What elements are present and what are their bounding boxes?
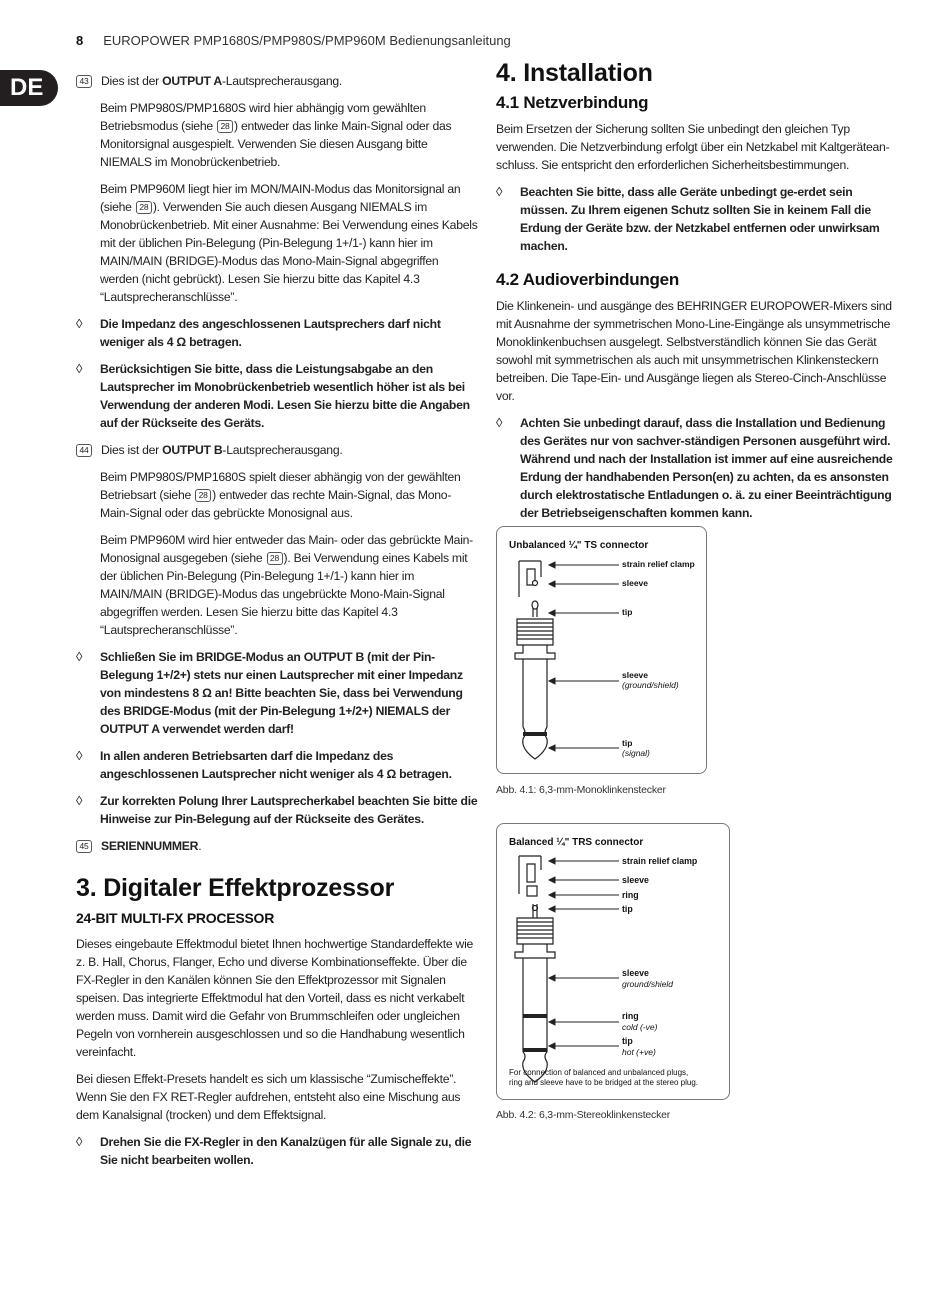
page-header xyxy=(76,33,511,48)
diamond-icon: ◊ xyxy=(76,649,83,664)
paragraph: Beim PMP960M liegt hier im MON/MAIN-Modus das Monitorsignal an (siehe 28 ). Verwenden Sie auch diesen Ausgang NIEMALS im Monobrückenbetrieb. Mit einer Ausnahme: Bei Verwendung eines Kabels mit der üblichen Pin-Belegung (Pin-Belegung 1+/1-) kann hier im MAIN/MAIN (BRIDGE)-Modus das Mono-Main-Signal abgegriffen werden (nicht gebrückt). Lesen Sie hierzu bitte das Kapitel 4.3 “Lautsprecheranschlüsse”. xyxy=(100,182,478,304)
reference-badge: 28 xyxy=(217,120,233,133)
subsection-heading: 4.2 Audioverbindungen xyxy=(496,270,680,289)
diamond-icon: ◊ xyxy=(76,316,83,331)
svg-text:strain relief clamp: strain relief clamp xyxy=(622,559,695,569)
svg-text:(ground/shield): (ground/shield) xyxy=(622,680,679,690)
svg-text:sleeve: sleeve xyxy=(622,875,649,885)
paragraph: Beim PMP980S/PMP1680S wird hier abhängig vom gewählten Betriebsmodus (siehe 28 ) entweder das linke Main-Signal oder das Monitorsignal ausgespielt. Verwenden Sie diesen Ausgang bitte NIEMALS im Monobrückenbetrieb. xyxy=(100,101,452,169)
page-number: 8 xyxy=(76,33,84,48)
warning-bullet: ◊ Die Impedanz des angeschlossenen Lautsprechers darf nicht weniger als 4 Ω betragen. xyxy=(76,316,441,349)
warning-bullet: ◊ Zur korrekten Polung Ihrer Lautsprecherkabel beachten Sie bitte die Hinweise zur Pin-Belegung auf der Rückseite des Gerätes. xyxy=(76,793,478,826)
figure-title: Balanced ¼" TRS connector xyxy=(509,837,644,848)
figure-caption: Abb. 4.1: 6,3-mm-Monoklinkenstecker xyxy=(496,784,666,796)
svg-text:hot (+ve): hot (+ve) xyxy=(622,1047,656,1057)
subsection-heading: 24-BIT MULTI-FX PROCESSOR xyxy=(76,910,275,926)
diamond-icon: ◊ xyxy=(496,184,503,199)
svg-text:strain relief clamp: strain relief clamp xyxy=(622,856,698,866)
svg-text:sleeve: sleeve xyxy=(622,968,649,978)
callout-arrows xyxy=(549,858,619,1049)
paragraph: Dieses eingebaute Effektmodul bietet Ihnen hochwertige Standardeffekte wie z. B. Hall, Chorus, Flanger, Echo und diverse Kombinationseffekte. Über die FX-Regler in den Kanälen können Sie den Effektprozessor mit Signalen speisen. Das integrierte Effektmodul hat den Vorteil, dass es nicht verkabelt werden muss. Damit wird die Gefahr von Brummschleifen oder ungleichen Pegeln von vornherein ausgeschlossen und so die Handhabung wesentlich vereinfacht. xyxy=(76,937,474,1059)
diamond-icon: ◊ xyxy=(76,1134,83,1149)
reference-badge: 28 xyxy=(136,201,152,214)
svg-text:sleeve: sleeve xyxy=(622,578,648,588)
svg-text:sleeve: sleeve xyxy=(622,670,648,680)
language-tab: DE xyxy=(0,70,58,106)
diamond-icon: ◊ xyxy=(76,361,83,376)
item-number-badge: 44 xyxy=(76,444,92,457)
paragraph: Beim Ersetzen der Sicherung sollten Sie unbedingt den gleichen Typ verwenden. Die Netzverbindung erfolgt über ein Netzkabel mit Kaltgerätean-schluss. Sie entspricht den erforderlichen Sicherheitsbestimmungen. xyxy=(496,122,890,172)
svg-text:ground/shield: ground/shield xyxy=(622,979,674,989)
diamond-icon: ◊ xyxy=(496,415,503,430)
item-43: 43 Dies ist der OUTPUT A-Lautsprecherausgang. xyxy=(76,72,478,90)
warning-bullet: ◊ In allen anderen Betriebsarten darf die Impedanz des angeschlossenen Lautsprecher nicht weniger als 4 Ω betragen. xyxy=(76,748,452,781)
warning-bullet: ◊ Berücksichtigen Sie bitte, dass die Leistungsabgabe an den Lautsprecher im Monobrückenbetrieb wesentlich höher ist als bei Verwendung der anderen Modi. Lesen Sie hierzu bitte die Angaben auf der Rückseite des Geräts. xyxy=(76,361,470,430)
paragraph: Beim PMP960M wird hier entweder das Main- oder das gebrückte Main-Monosignal ausgegeben (siehe 28 ). Bei Verwendung eines Kabels mit der üblichen Pin-Belegung (Pin-Belegung 1+/1-) kann hier im MAIN/MAIN (BRIDGE)-Modus das ungebrückte Mono-Main-Signal abgegriffen werden. Lesen Sie hierzu bitte das Kapitel 4.3 “Lautsprecheranschlüsse”. xyxy=(100,533,473,637)
figure-caption: Abb. 4.2: 6,3-mm-Stereoklinkenstecker xyxy=(496,1109,671,1121)
doc-title: EUROPOWER PMP1680S/PMP980S/PMP960M Bedienungsanleitung xyxy=(103,33,511,48)
paragraph: Beim PMP980S/PMP1680S spielt dieser abhängig von der gewählten Betriebsart (siehe 28 ) entweder das rechte Main-Signal, das Mono-Main-Signal oder das gebrückte Monosignal aus. xyxy=(100,470,461,520)
warning-bullet: ◊ Schließen Sie im BRIDGE-Modus an OUTPUT B (mit der Pin-Belegung 1+/2+) stets nur einen Lautsprecher mit einer Impedanz von mindestens 8 Ω an! Bitte beachten Sie, dass bei Verwendung des BRIDGE-Modus (mit der Pin-Belegung 1+/2+) NIEMALS der OUTPUT A verwendet werden darf! xyxy=(76,649,463,736)
svg-text:ring: ring xyxy=(622,1011,639,1021)
svg-text:tip: tip xyxy=(622,904,633,914)
diamond-icon: ◊ xyxy=(76,793,83,808)
item-number-badge: 45 xyxy=(76,840,92,853)
warning-bullet: ◊ Achten Sie unbedingt darauf, dass die Installation und Bedienung des Gerätes nur von sachver-ständigen Personen ausgeführt wird. Während und nach der Installation ist immer auf eine ausreichende Erdung der handhabenden Person(en) zu achten, da es ansonsten durch elektrostatische Entladungen o. ä. zu einer Beeinträchtigung der Betriebseigenschaften kommen kann. xyxy=(496,415,893,520)
item-number-badge: 43 xyxy=(76,75,92,88)
figure-title: Unbalanced ¼" TS connector xyxy=(509,540,649,551)
svg-text:ring: ring xyxy=(622,890,639,900)
item-44: 44 Dies ist der OUTPUT B-Lautsprecherausgang. xyxy=(76,441,478,459)
section-heading: 4. Installation xyxy=(496,59,653,87)
paragraph: Bei diesen Effekt-Presets handelt es sich um klassische “Zumischeffekte”. Wenn Sie den FX RET-Regler aufdrehen, entsteht also eine Mischung aus dem Kanalsignal (trocken) und dem Effektsignal. xyxy=(76,1072,461,1122)
reference-badge: 28 xyxy=(195,489,211,502)
ts-connector-figure xyxy=(496,526,707,774)
paragraph: Die Klinkenein- und ausgänge des BEHRINGER EUROPOWER-Mixers sind mit Ausnahme der symmetrischen Mono-Line-Eingänge als unsymmetrische Monoklinkenbuchsen ausgelegt. Selbstverständlich können Sie das Gerät sowohl mit symmetrischen als auch mit unsymmetrischen Klinkensteckern betreiben. Die Tape-Ein- und Ausgänge liegen als Stereo-Cinch-Anschlüsse vor. xyxy=(496,299,892,403)
item-45: 45 SERIENNUMMER. xyxy=(76,837,478,855)
left-column xyxy=(76,72,478,1178)
svg-text:(signal): (signal) xyxy=(622,748,650,758)
diamond-icon: ◊ xyxy=(76,748,83,763)
right-column xyxy=(496,59,898,531)
trs-connector-figure xyxy=(496,823,730,1100)
warning-bullet: ◊ Beachten Sie bitte, dass alle Geräte unbedingt ge-erdet sein müssen. Zu Ihrem eigenen Schutz sollten Sie in keinem Fall die Erdung der Geräte bzw. der Netzkabel entfernen oder unwirksam machen. xyxy=(496,184,880,253)
svg-text:cold (-ve): cold (-ve) xyxy=(622,1022,658,1032)
subsection-heading: 4.1 Netzverbindung xyxy=(496,93,649,112)
figure-note: ring and sleeve have to be bridged at the stereo plug. xyxy=(509,1078,699,1087)
warning-bullet: ◊ Drehen Sie die FX-Regler in den Kanalzügen für alle Signale zu, die Sie nicht bearbeiten wollen. xyxy=(76,1134,472,1167)
svg-text:tip: tip xyxy=(622,607,633,617)
callout-arrows xyxy=(549,562,619,751)
figure-note: For connection of balanced and unbalanced plugs, xyxy=(509,1068,689,1077)
svg-text:tip: tip xyxy=(622,1036,633,1046)
reference-badge: 28 xyxy=(267,552,283,565)
svg-text:tip: tip xyxy=(622,738,633,748)
ts-plug-drawing xyxy=(515,561,555,759)
section-heading: 3. Digitaler Effektprozessor xyxy=(76,874,395,902)
